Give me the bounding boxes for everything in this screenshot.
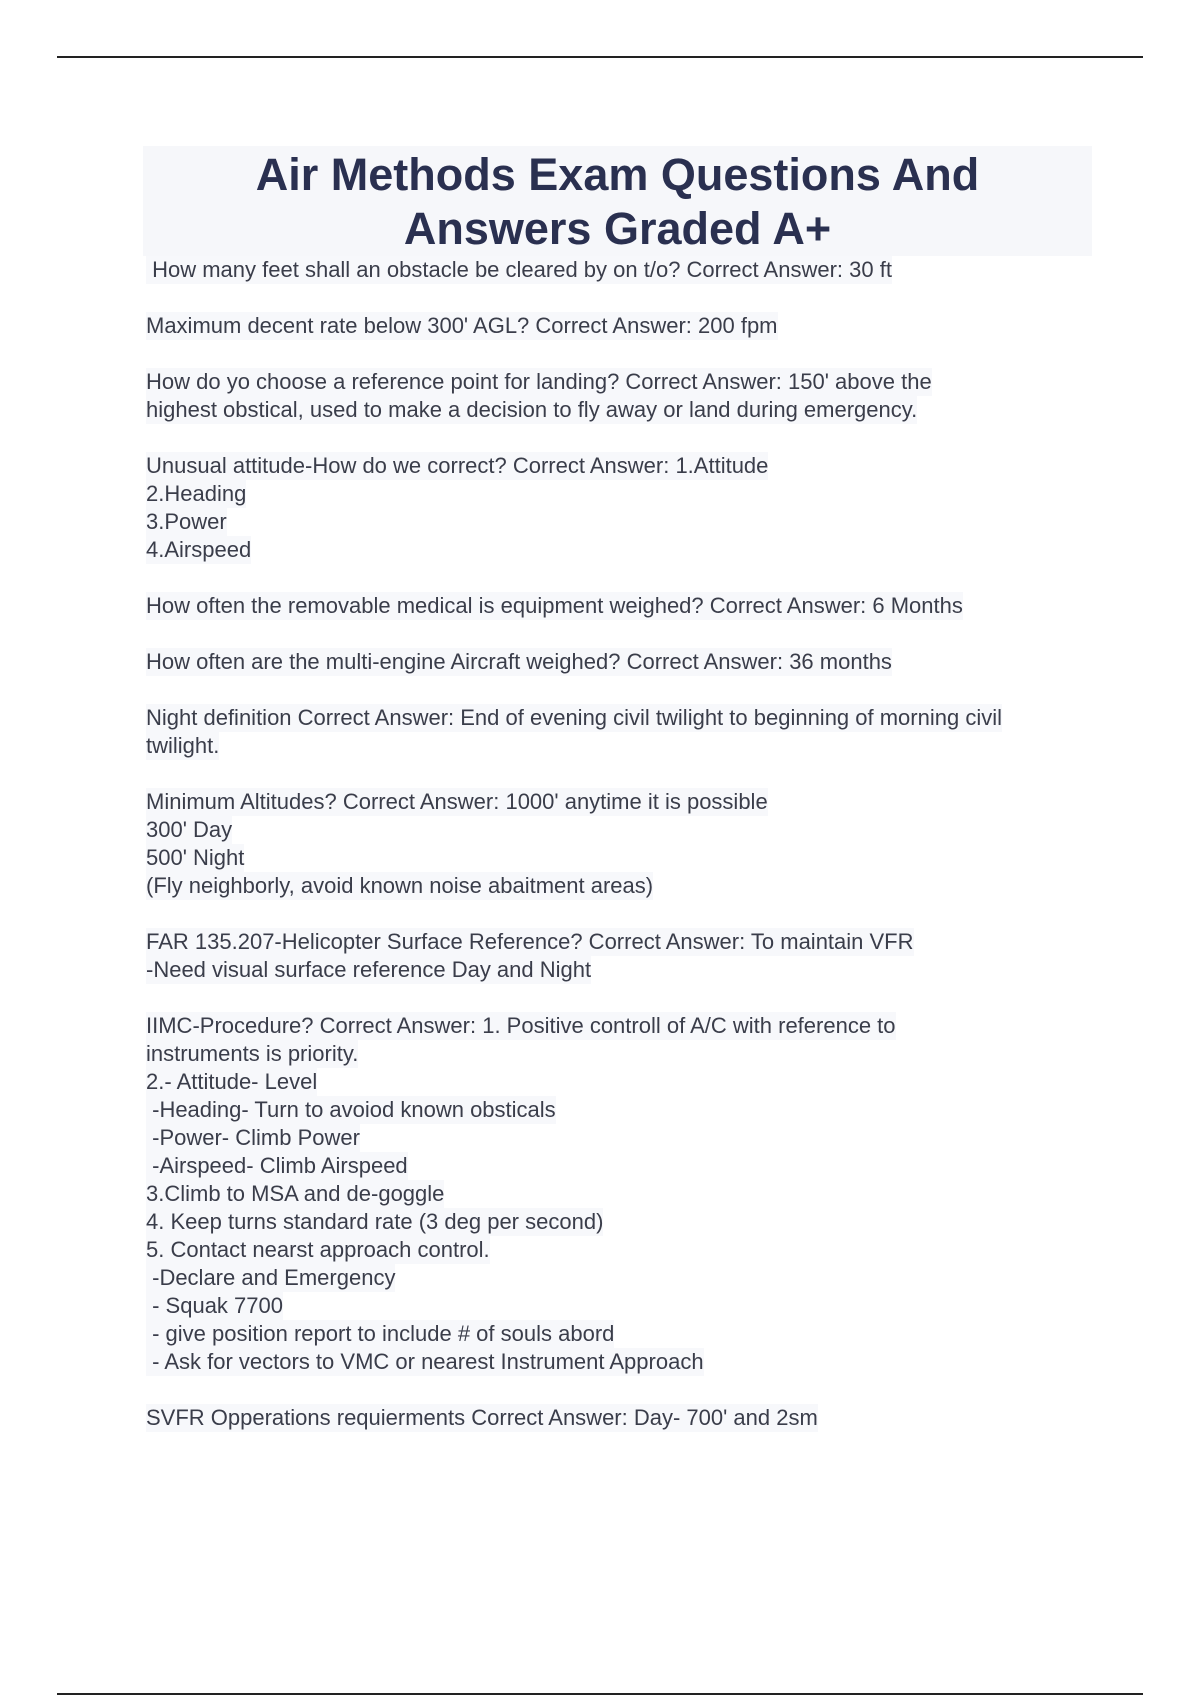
qa-line: SVFR Opperations requierments Correct Answer: Day- 700' and 2sm (146, 1405, 818, 1430)
qa-item (146, 928, 1096, 984)
qa-line: - give position report to include # of souls abord (146, 1321, 615, 1346)
qa-line: 4.Airspeed (146, 537, 252, 562)
qa-line-row (146, 396, 1096, 424)
qa-line-row (146, 592, 1096, 620)
qa-line-row (146, 816, 1096, 844)
qa-line-row (146, 1124, 1096, 1152)
qa-line-row (146, 1236, 1096, 1264)
qa-item (146, 592, 1096, 620)
qa-line: - Ask for vectors to VMC or nearest Instrument Approach (146, 1349, 704, 1374)
qa-line: twilight. (146, 733, 220, 758)
qa-item (146, 704, 1096, 760)
qa-line-row (146, 312, 1096, 340)
qa-item (146, 1404, 1096, 1432)
qa-line: How often are the multi-engine Aircraft weighed? Correct Answer: 36 months (146, 649, 892, 674)
qa-item (146, 368, 1096, 424)
qa-line-row (146, 788, 1096, 816)
qa-item (146, 452, 1096, 564)
qa-line: -Declare and Emergency (146, 1265, 396, 1290)
qa-line-row (146, 1404, 1096, 1432)
qa-line: Night definition Correct Answer: End of evening civil twilight to beginning of morning civil (146, 705, 1002, 730)
qa-line-row (146, 368, 1096, 396)
qa-line-row (146, 452, 1096, 480)
qa-line: IIMC-Procedure? Correct Answer: 1. Positive controll of A/C with reference to (146, 1013, 896, 1038)
qa-line: 2.- Attitude- Level (146, 1069, 318, 1094)
qa-line: highest obstical, used to make a decision to fly away or land during emergency. (146, 397, 918, 422)
qa-line-row (146, 1152, 1096, 1180)
qa-line-row (146, 1068, 1096, 1096)
qa-line: Maximum decent rate below 300' AGL? Correct Answer: 200 fpm (146, 313, 778, 338)
document-title (143, 146, 1092, 256)
qa-line: 500' Night (146, 845, 245, 870)
qa-item (146, 312, 1096, 340)
qa-line-row (146, 1348, 1096, 1376)
qa-item (146, 648, 1096, 676)
qa-line: -Need visual surface reference Day and Night (146, 957, 592, 982)
qa-line: - Squak 7700 (146, 1293, 283, 1318)
qa-line: How do yo choose a reference point for landing? Correct Answer: 150' above the (146, 369, 932, 394)
qa-line-row (146, 1096, 1096, 1124)
qa-line: (Fly neighborly, avoid known noise abaitment areas) (146, 873, 654, 898)
qa-line: 300' Day (146, 817, 233, 842)
qa-line: 2.Heading (146, 481, 247, 506)
qa-line-row (146, 732, 1096, 760)
title-block (143, 146, 1092, 256)
qa-line: 5. Contact nearst approach control. (146, 1237, 490, 1262)
qa-line-row (146, 508, 1096, 536)
bottom-rule (57, 1693, 1143, 1695)
qa-line: 4. Keep turns standard rate (3 deg per second) (146, 1209, 604, 1234)
title-line-2: Answers Graded A+ (403, 203, 832, 254)
qa-item (146, 1012, 1096, 1376)
qa-line: Minimum Altitudes? Correct Answer: 1000' anytime it is possible (146, 789, 768, 814)
qa-item (146, 256, 1096, 284)
qa-line-row (146, 844, 1096, 872)
qa-line-row (146, 1292, 1096, 1320)
qa-line-row (146, 1012, 1096, 1040)
qa-line-row (146, 704, 1096, 732)
qa-item (146, 788, 1096, 900)
qa-line-row (146, 256, 1096, 284)
qa-line: -Airspeed- Climb Airspeed (146, 1153, 408, 1178)
qa-line: -Heading- Turn to avoiod known obsticals (146, 1097, 556, 1122)
qa-line-row (146, 1320, 1096, 1348)
qa-line: Unusual attitude-How do we correct? Correct Answer: 1.Attitude (146, 453, 769, 478)
qa-list (146, 256, 1096, 1460)
qa-line: How often the removable medical is equipment weighed? Correct Answer: 6 Months (146, 593, 963, 618)
qa-line-row (146, 1040, 1096, 1068)
qa-line-row (146, 1180, 1096, 1208)
qa-line-row (146, 480, 1096, 508)
qa-line: instruments is priority. (146, 1041, 359, 1066)
qa-line: 3.Power (146, 509, 227, 534)
title-line-1: Air Methods Exam Questions And (255, 149, 980, 200)
qa-line: FAR 135.207-Helicopter Surface Reference? Correct Answer: To maintain VFR (146, 929, 914, 954)
qa-line: How many feet shall an obstacle be cleared by on t/o? Correct Answer: 30 ft (146, 257, 892, 282)
qa-line: 3.Climb to MSA and de-goggle (146, 1181, 445, 1206)
qa-line-row (146, 536, 1096, 564)
qa-line-row (146, 1264, 1096, 1292)
qa-line-row (146, 872, 1096, 900)
qa-line-row (146, 1208, 1096, 1236)
qa-line-row (146, 956, 1096, 984)
qa-line-row (146, 928, 1096, 956)
qa-line-row (146, 648, 1096, 676)
qa-line: -Power- Climb Power (146, 1125, 360, 1150)
top-rule (57, 56, 1143, 58)
